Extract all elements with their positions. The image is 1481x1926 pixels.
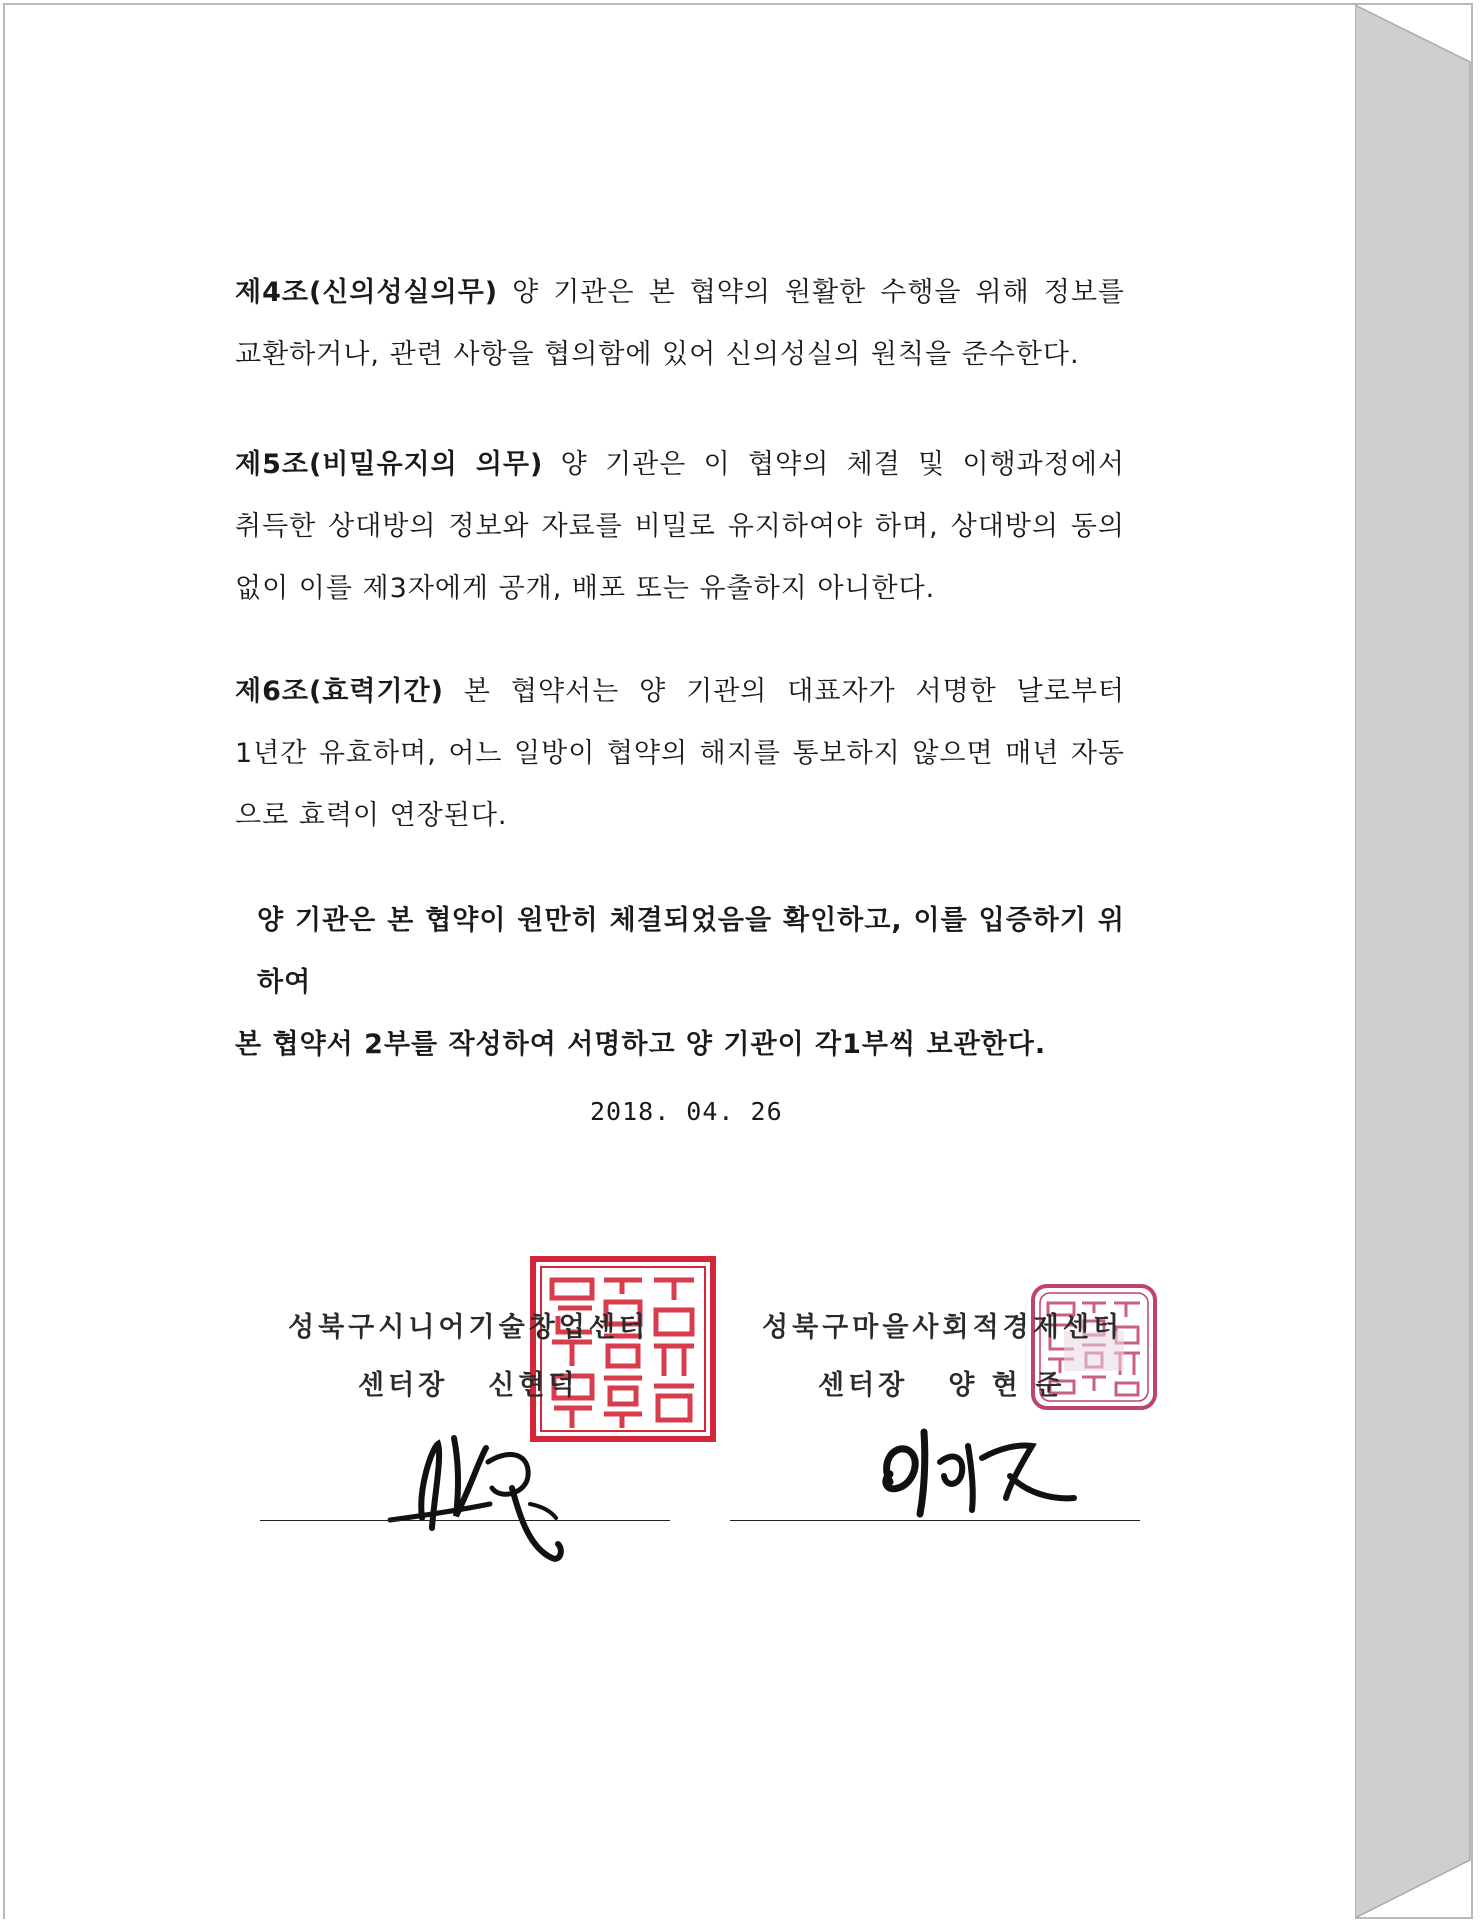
article-5: [235, 434, 1125, 620]
left-signature-line: [260, 1520, 670, 1521]
right-party-organization: 성북구마을사회적경제센터: [762, 1312, 1123, 1343]
closing-line-1: 양 기관은 본 협약이 원만히 체결되었음을 확인하고, 이를 입증하기 위하여: [257, 905, 1125, 998]
signing-date: 2018. 04. 26: [590, 1097, 783, 1126]
article-5-line-1: 제5조(비밀유지의 의무) 양 기관은 이 협약의 체결 및 이행과정에서: [235, 449, 1125, 480]
article-5-line-2: 취득한 상대방의 정보와 자료를 비밀로 유지하여야 하며, 상대방의 동의: [235, 511, 1125, 542]
right-party-person: 양 현 준: [948, 1370, 1066, 1401]
closing-statement: [235, 890, 1125, 1076]
closing-line-2: 본 협약서 2부를 작성하여 서명하고 양 기관이 각1부씩 보관한다.: [235, 1029, 1047, 1060]
left-party-seal: [530, 1256, 716, 1442]
article-6-line-2: 1년간 유효하며, 어느 일방이 협약의 해지를 통보하지 않으면 매년 자동: [235, 738, 1125, 769]
right-signature-line: [730, 1520, 1140, 1521]
article-4: [235, 262, 1125, 386]
right-party-role: 센터장: [818, 1370, 909, 1401]
article-6-title: 제6조(효력기간): [235, 676, 444, 707]
article-6-line-1: 제6조(효력기간) 본 협약서는 양 기관의 대표자가 서명한 날로부터: [235, 676, 1125, 707]
article-4-line-2: 교환하거나, 관련 사항을 협의함에 있어 신의성실의 원칙을 준수한다.: [235, 339, 1080, 370]
left-party-role: 센터장: [358, 1370, 449, 1401]
right-party-representative: [818, 1363, 1065, 1402]
article-5-line-3: 없이 이를 제3자에게 공개, 배포 또는 유출하지 아니한다.: [235, 573, 936, 604]
article-5-title: 제5조(비밀유지의 의무): [235, 449, 544, 480]
article-4-line-1: 제4조(신의성실의무) 양 기관은 본 협약의 원활한 수행을 위해 정보를: [235, 277, 1125, 308]
left-party-organization: 성북구시니어기술창업센터: [288, 1312, 649, 1343]
article-6: [235, 661, 1125, 847]
left-party-representative: [358, 1363, 579, 1402]
left-signature: [380, 1418, 600, 1588]
article-4-title: 제4조(신의성실의무): [235, 277, 499, 308]
article-6-line-3: 으로 효력이 연장된다.: [235, 800, 508, 831]
right-signature: [860, 1422, 1090, 1532]
left-party-person: 신현덕: [488, 1370, 579, 1401]
